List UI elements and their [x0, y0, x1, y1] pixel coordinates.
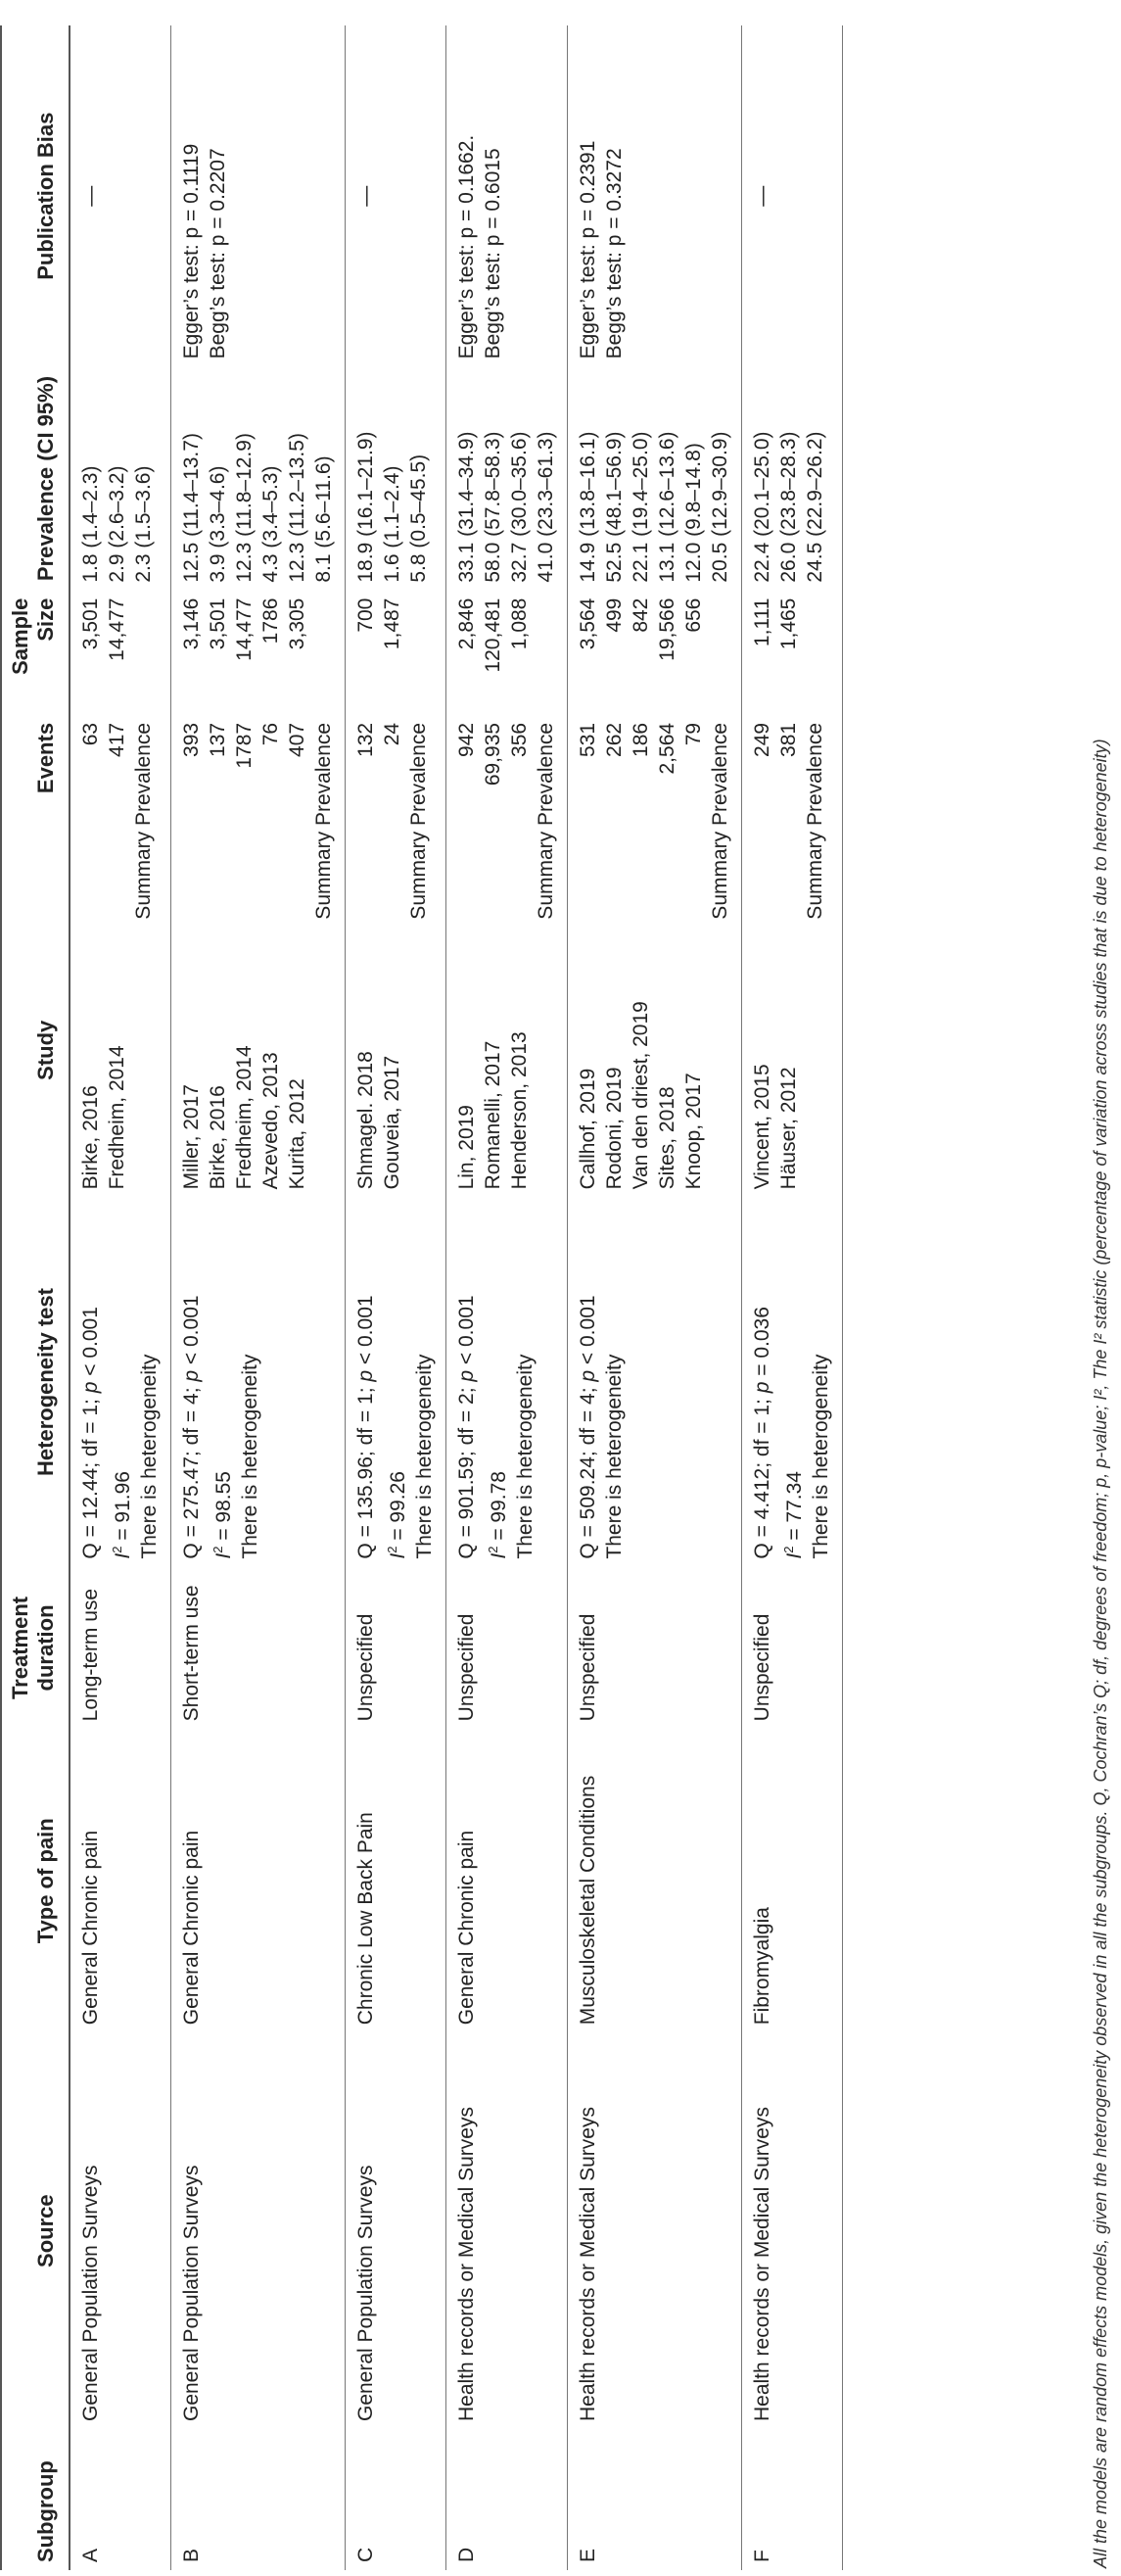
duration-label: Unspecified	[455, 1613, 478, 1722]
sample-size-value: 1,111	[751, 597, 773, 647]
prevalence-value: 12.0 (9.8–14.8)	[682, 443, 705, 583]
subgroup-label: A	[79, 2548, 102, 2562]
het-i2-value: = 91.96	[112, 1471, 134, 1547]
study-name: Birke, 2016	[79, 1085, 102, 1190]
sample-size-cell	[70, 591, 171, 715]
events-value: 137	[207, 722, 229, 757]
het-p-value: < 0.001	[354, 1295, 377, 1370]
prevalence-value: 26.0 (23.8–28.3)	[777, 431, 800, 583]
study-name: Romanelli, 2017	[482, 1040, 504, 1190]
events-value: 356	[508, 722, 531, 757]
header-source: Source	[1, 2032, 70, 2429]
study-name: Shmagel. 2018	[354, 1051, 377, 1190]
publication-bias-text: —	[79, 185, 102, 207]
prevalence-value: 33.1 (31.4–34.9)	[455, 431, 478, 583]
het-q-text: Q = 135.96; df = 1;	[354, 1381, 377, 1559]
publication-bias-cell	[346, 25, 446, 366]
source-cell	[70, 2032, 171, 2429]
prevalence-value: 32.7 (30.0–35.6)	[508, 431, 531, 583]
summary-prevalence-value: 20.5 (12.9–30.9)	[709, 431, 731, 583]
prevalence-cell	[171, 366, 346, 590]
pain-type-cell	[346, 1729, 446, 2032]
events-cell	[446, 715, 568, 920]
het-q-line	[453, 1205, 480, 1558]
pain-type-label: Musculoskeletal Conditions	[577, 1775, 599, 2026]
source-cell	[171, 2032, 346, 2429]
events-value: 262	[603, 722, 626, 757]
het-q-text: Q = 12.44; df = 1;	[79, 1393, 102, 1559]
study-name: Henderson, 2013	[508, 1031, 531, 1190]
subgroup-cell	[171, 2429, 346, 2570]
events-value: 417	[106, 722, 128, 757]
sample-size-value: 19,566	[656, 597, 678, 661]
sample-size-value: 120,481	[482, 597, 504, 673]
prevalence-cell	[70, 366, 171, 590]
het-note: There is heterogeneity	[810, 1354, 832, 1559]
het-p-symbol: p	[354, 1369, 377, 1382]
table-row	[568, 25, 742, 2570]
het-note: There is heterogeneity	[603, 1354, 626, 1559]
het-i-symbol: I	[783, 1552, 806, 1559]
het-p-value: = 0.036	[751, 1307, 773, 1382]
sample-size-value: 3,564	[577, 597, 599, 650]
duration-label: Long-term use	[79, 1588, 102, 1722]
heterogeneity-cell	[742, 1197, 843, 1566]
summary-prevalence-label: Summary Prevalence	[804, 722, 826, 920]
sample-size-value: 842	[630, 597, 652, 633]
publication-bias-text: —	[751, 185, 773, 207]
source-label: Health records or Medical Surveys	[751, 2107, 773, 2422]
pain-type-cell	[568, 1729, 742, 2032]
header-publication-bias: Publication Bias	[1, 25, 70, 366]
het-i-symbol: I	[488, 1552, 510, 1559]
het-q-line	[749, 1205, 775, 1558]
study-name: Gouveia, 2017	[381, 1055, 403, 1190]
events-value: 407	[286, 722, 308, 757]
study-name: Kurita, 2012	[286, 1078, 308, 1190]
het-p-value: < 0.001	[180, 1295, 203, 1370]
het-i2-value: = 99.26	[387, 1471, 409, 1547]
subgroup-cell	[446, 2429, 568, 2570]
subgroup-label: F	[751, 2550, 773, 2562]
summary-prevalence-value: 2.3 (1.5–3.6)	[132, 465, 155, 583]
sample-size-value: 3,146	[180, 597, 203, 650]
het-i-symbol: I	[387, 1552, 409, 1559]
source-label: General Population Surveys	[79, 2165, 102, 2422]
het-i2-value: = 77.34	[783, 1471, 806, 1547]
het-i-symbol: I	[112, 1552, 134, 1559]
table-row	[346, 25, 446, 2570]
het-p-value: < 0.001	[455, 1295, 478, 1370]
source-label: Health records or Medical Surveys	[577, 2107, 599, 2422]
duration-cell	[171, 1567, 346, 1730]
subgroup-label: D	[455, 2547, 478, 2562]
study-name: Azevedo, 2013	[259, 1052, 282, 1190]
table-footnote: All the models are random effects models, given the heterogeneity observed in all the subgroups. Q, Cochran’s Q; df, degrees of freedom; p, p-value; I², The I² statistic (percentage of variation across studies that is due to heterogeneity)	[1091, 739, 1110, 2568]
events-value: 942	[455, 722, 478, 757]
het-i-symbol: I	[212, 1552, 235, 1559]
duration-label: Short-term use	[180, 1585, 203, 1722]
publication-bias-text: Egger’s test: p = 0.2391	[577, 140, 599, 359]
duration-label: Unspecified	[751, 1613, 773, 1722]
sample-size-cell	[568, 591, 742, 715]
sample-size-value: 2,846	[455, 597, 478, 650]
source-label: General Population Surveys	[180, 2165, 203, 2422]
header-heterogeneity-test: Heterogeneity test	[1, 1197, 70, 1566]
sample-size-value: 499	[603, 597, 626, 633]
events-value: 393	[180, 722, 203, 757]
prevalence-value: 14.9 (13.8–16.1)	[577, 431, 599, 583]
sample-size-cell	[446, 591, 568, 715]
het-q-text: Q = 275.47; df = 4;	[180, 1381, 203, 1559]
het-p-value: < 0.001	[577, 1295, 599, 1370]
events-value: 76	[259, 722, 282, 746]
publication-bias-text: Egger’s test: p = 0.1662.	[455, 134, 478, 359]
pain-type-label: General Chronic pain	[455, 1830, 478, 2026]
prevalence-value: 2.9 (2.6–3.2)	[106, 465, 128, 583]
events-value: 531	[577, 722, 599, 757]
table-row	[742, 25, 843, 2570]
het-p-symbol: p	[577, 1369, 599, 1382]
duration-cell	[70, 1567, 171, 1730]
source-cell	[346, 2032, 446, 2429]
events-cell	[568, 715, 742, 920]
duration-cell	[346, 1567, 446, 1730]
study-name: Knoop, 2017	[682, 1073, 705, 1190]
het-q-line	[575, 1205, 601, 1558]
duration-label: Unspecified	[354, 1613, 377, 1722]
events-value: 69,935	[482, 722, 504, 787]
prevalence-value: 3.9 (3.3–4.6)	[207, 465, 229, 583]
study-name: Miller, 2017	[180, 1084, 203, 1190]
heterogeneity-cell	[171, 1197, 346, 1566]
summary-prevalence-value: 24.5 (22.9–26.2)	[804, 431, 826, 583]
pain-type-label: Chronic Low Back Pain	[354, 1812, 377, 2026]
events-value: 1787	[233, 722, 256, 769]
publication-bias-cell	[70, 25, 171, 366]
events-value: 381	[777, 722, 800, 757]
summary-prevalence-value: 8.1 (5.6–11.6)	[312, 455, 335, 583]
sample-size-value: 3,305	[286, 597, 308, 650]
heterogeneity-cell	[346, 1197, 446, 1566]
prevalence-cell	[346, 366, 446, 590]
pain-type-cell	[171, 1729, 346, 2032]
het-i2-line: $I^2 = 77.34$	[781, 1471, 806, 1559]
header-row	[1, 25, 70, 2570]
het-note: There is heterogeneity	[239, 1354, 261, 1559]
het-i2-line: $I^2 = 98.55$	[210, 1471, 235, 1559]
prevalence-value: 58.0 (57.8–58.3)	[482, 431, 504, 583]
heterogeneity-cell	[70, 1197, 171, 1566]
source-label: Health records or Medical Surveys	[455, 2107, 478, 2422]
events-cell	[70, 715, 171, 920]
header-prevalence: Prevalence (CI 95%)	[1, 366, 70, 590]
pain-type-cell	[70, 1729, 171, 2032]
publication-bias-text: Begg’s test: p = 0.3272	[603, 148, 626, 359]
prevalence-value: 22.1 (19.4–25.0)	[630, 431, 652, 583]
subgroup-cell	[742, 2429, 843, 2570]
sample-size-cell	[742, 591, 843, 715]
summary-prevalence-label: Summary Prevalence	[407, 722, 430, 920]
summary-prevalence-label: Summary Prevalence	[709, 722, 731, 920]
header-subgroup: Subgroup	[1, 2429, 70, 2570]
study-name: Sites, 2018	[656, 1086, 678, 1190]
sample-size-value: 656	[682, 597, 705, 633]
het-q-line	[352, 1205, 379, 1558]
sample-size-value: 14,477	[233, 597, 256, 661]
prevalence-cell	[742, 366, 843, 590]
heterogeneity-cell	[568, 1197, 742, 1566]
prevalence-cell	[568, 366, 742, 590]
sample-size-cell	[346, 591, 446, 715]
table-row	[171, 25, 346, 2570]
study-name: Callhof, 2019	[577, 1068, 599, 1190]
summary-prevalence-value: 41.0 (23.3–61.3)	[535, 431, 557, 583]
het-p-symbol: p	[751, 1381, 773, 1394]
study-name: Van den driest, 2019	[630, 1001, 652, 1190]
events-value: 249	[751, 722, 773, 757]
prevalence-value: 1.6 (1.1–2.4)	[381, 465, 403, 583]
duration-cell	[446, 1567, 568, 1730]
het-note: There is heterogeneity	[413, 1354, 436, 1559]
publication-bias-cell	[171, 25, 346, 366]
source-cell	[446, 2032, 568, 2429]
sample-size-value: 1786	[259, 597, 282, 644]
subgroup-label: B	[180, 2548, 203, 2562]
het-p-symbol: p	[79, 1381, 102, 1394]
pain-type-cell	[742, 1729, 843, 2032]
sample-size-value: 3,501	[207, 597, 229, 650]
prevalence-cell	[446, 366, 568, 590]
prevalence-value: 12.3 (11.8–12.9)	[233, 433, 256, 583]
het-q-text: Q = 509.24; df = 4;	[577, 1381, 599, 1559]
prevalence-value: 12.5 (11.4–13.7)	[180, 433, 203, 583]
study-name: Häuser, 2012	[777, 1067, 800, 1190]
publication-bias-cell	[446, 25, 568, 366]
het-q-text: Q = 901.59; df = 2;	[455, 1381, 478, 1559]
summary-prevalence-label: Summary Prevalence	[535, 722, 557, 920]
summary-prevalence-label: Summary Prevalence	[312, 722, 335, 920]
sample-size-value: 1,465	[777, 597, 800, 650]
source-cell	[742, 2032, 843, 2429]
het-p-symbol: p	[180, 1369, 203, 1382]
events-value: 186	[630, 722, 652, 757]
sample-size-cell	[171, 591, 346, 715]
sample-size-value: 1,487	[381, 597, 403, 650]
study-name: Vincent, 2015	[751, 1064, 773, 1190]
het-note: There is heterogeneity	[138, 1354, 161, 1559]
events-value: 79	[682, 722, 705, 746]
het-q-line	[178, 1205, 205, 1558]
publication-bias-text: —	[354, 185, 377, 207]
prevalence-value: 52.5 (48.1–56.9)	[603, 431, 626, 583]
study-name: Birke, 2016	[207, 1085, 229, 1190]
het-p-value: < 0.001	[79, 1307, 102, 1382]
het-p-symbol: p	[455, 1369, 478, 1382]
publication-bias-cell	[568, 25, 742, 366]
het-q-text: Q = 4.412; df = 1;	[751, 1393, 773, 1559]
header-study: Study	[1, 903, 70, 1197]
study-name: Fredheim, 2014	[233, 1045, 256, 1190]
publication-bias-text: Egger’s test: p = 0.1119	[180, 143, 203, 359]
pain-type-label: General Chronic pain	[180, 1830, 203, 2026]
source-cell	[568, 2032, 742, 2429]
subgroup-label: E	[577, 2548, 599, 2562]
publication-bias-cell	[742, 25, 843, 366]
het-i2-value: = 99.78	[488, 1471, 510, 1547]
header-events: Events	[1, 715, 70, 903]
het-note: There is heterogeneity	[514, 1354, 537, 1559]
events-value: 24	[381, 722, 403, 746]
subgroup-cell	[70, 2429, 171, 2570]
source-label: General Population Surveys	[354, 2165, 377, 2422]
events-value: 132	[354, 722, 377, 757]
study-name: Lin, 2019	[455, 1105, 478, 1190]
duration-cell	[742, 1567, 843, 1730]
duration-cell	[568, 1567, 742, 1730]
sample-size-value: 1,088	[508, 597, 531, 650]
events-cell	[346, 715, 446, 920]
publication-bias-text: Begg’s test: p = 0.6015	[482, 148, 504, 359]
header-type-of-pain: Type of pain	[1, 1729, 70, 2032]
subgroup-cell	[568, 2429, 742, 2570]
prevalence-value: 1.8 (1.4–2.3)	[79, 465, 102, 583]
events-cell	[742, 715, 843, 920]
subgroup-cell	[346, 2429, 446, 2570]
publication-bias-text: Begg’s test: p = 0.2207	[207, 148, 229, 359]
table-row	[70, 25, 171, 2570]
sample-size-value: 700	[354, 597, 377, 633]
events-cell	[171, 715, 346, 920]
summary-prevalence-value: 5.8 (0.5–45.5)	[407, 453, 430, 583]
prevalence-table	[0, 25, 843, 2570]
table-row	[446, 25, 568, 2570]
events-value: 63	[79, 722, 102, 746]
pain-type-label: General Chronic pain	[79, 1830, 102, 2026]
header-treatment-duration: Treatment duration	[1, 1567, 70, 1730]
prevalence-value: 22.4 (20.1–25.0)	[751, 431, 773, 583]
het-i2-line: $I^2 = 99.78$	[486, 1471, 510, 1559]
pain-type-cell	[446, 1729, 568, 2032]
header-sample-size: Sample Size	[1, 591, 70, 715]
prevalence-value: 13.1 (12.6–13.6)	[656, 431, 678, 583]
het-i2-line: $I^2 = 91.96$	[110, 1471, 134, 1559]
prevalence-value: 12.3 (11.2–13.5)	[286, 433, 308, 583]
prevalence-value: 4.3 (3.4–5.3)	[259, 465, 282, 583]
study-name: Fredheim, 2014	[106, 1045, 128, 1190]
het-i2-line: $I^2 = 99.26$	[385, 1471, 409, 1559]
heterogeneity-cell	[446, 1197, 568, 1566]
sample-size-value: 14,477	[106, 597, 128, 661]
events-value: 2,564	[656, 722, 678, 775]
pain-type-label: Fibromyalgia	[751, 1907, 773, 2026]
het-q-line	[77, 1205, 104, 1558]
duration-label: Unspecified	[577, 1613, 599, 1722]
summary-prevalence-label: Summary Prevalence	[132, 722, 155, 920]
subgroup-label: C	[354, 2547, 377, 2562]
het-i2-value: = 98.55	[212, 1471, 235, 1547]
prevalence-value: 18.9 (16.1–21.9)	[354, 431, 377, 583]
sample-size-value: 3,501	[79, 597, 102, 650]
study-name: Rodoni, 2019	[603, 1067, 626, 1190]
